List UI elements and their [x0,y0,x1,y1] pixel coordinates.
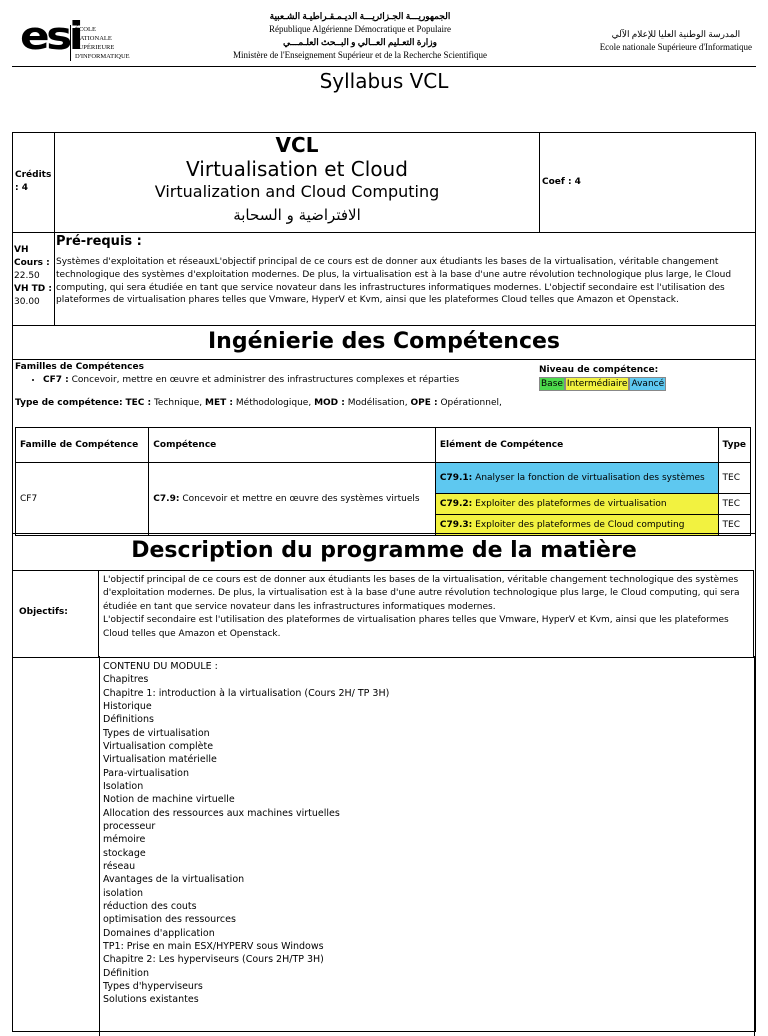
header-competence: Compétence [149,428,436,463]
type-competence [15,397,525,410]
type-cell: TEC [718,515,750,536]
competence-text: Concevoir et mettre en œuvre des systèmes virtuels [182,494,420,504]
vh-cours-value: 22.50 [14,271,40,281]
volume-horaire-cell [13,232,55,325]
contenu-module [99,656,755,1036]
prerequis-title: Pré-requis : [56,234,142,249]
list-item: Para-virtualisation [103,767,190,779]
list-item: TP1: Prise en main ESX/HYPERV sous Windows [103,940,324,952]
competence-table [15,427,751,536]
niveau-block [539,365,666,391]
list-item: Types de virtualisation [103,727,210,739]
header-divider [12,66,756,67]
list-item: Chapitre 1: introduction à la virtualisation (Cours 2H/ TP 3H) [103,687,390,699]
element-code: C79.2: [439,499,473,509]
ministry-arabic: وزارة التعـليم العــالي و البــحث العلـمـــي [282,37,437,47]
famille-cell: CF7 [16,463,149,536]
list-item: Avantages de la virtualisation [103,874,245,886]
ministry-french: Ministère de l'Enseignement Supérieur et de la Recherche Scientifique [232,50,488,60]
type-cell: TEC [718,494,750,515]
list-item: Chapitre 2: Les hyperviseurs (Cours 2H/TP 3H) [103,954,324,966]
logo-line: ÉCOLE NATIONALE [75,26,112,42]
course-code: VCL [275,133,319,157]
type-code: TEC : [125,398,152,408]
objectifs-row [13,570,754,658]
logo-line: D'INFORMATIQUE [75,53,130,60]
element-code: C79.1: [439,473,473,483]
objectifs-paragraph: L'objectif secondaire est l'utilisation des plateformes de virtualisation phares telles que Vmware, HyperV et Kvm, ainsi que les plateformes Cloud telles que Amazon et Openstack. [103,615,729,639]
logo-line: SUPÉRIEURE [75,44,115,51]
list-item: Domaines d'application [103,927,215,939]
prerequis-text: Systèmes d'exploitation et réseauxL'objectif principal de ce cours est de donner aux étudiants les bases de la virtualisation, véritable changement technologique des systèmes d'exploitation modernes. De plus, la virtualisation est à la base d'une autre révolution technologique plus large, le Cloud computing, qui sera étudiée en tant que service novateur dans les infrastructures informatiques modernes. L'objectif secondaire est l'utilisation des plateformes de virtualisation phares telles que Vmware, HyperV et Kvm, ainsi que les plateformes Cloud telles que Amazon et Openstack. [56,257,732,306]
element-text: Exploiter des plateformes de virtualisation [475,499,667,509]
list-item: processeur [103,820,156,832]
school-arabic: المدرسة الوطنية العليا للإعلام الآلي [611,29,741,39]
niveau-avance: Avancé [631,379,665,389]
course-title-fr: Virtualisation et Cloud [186,157,408,181]
objectifs-label: Objectifs: [13,571,99,657]
niveau-base: Base [541,379,563,389]
description-heading: Description du programme de la matière [13,533,755,568]
list-item: Chapitres [103,674,149,686]
famille-code: CF7 : [43,375,69,385]
header-type: Type [718,428,750,463]
list-item: réduction des couts [103,900,197,912]
list-item: optimisation des ressources [103,914,236,926]
type-code: OPE : [410,398,438,408]
competence-table-header [16,428,751,463]
list-item: Virtualisation complète [103,740,214,752]
element-text: Exploiter des plateformes de Cloud computing [475,520,685,530]
header-element: Elément de Compétence [435,428,718,463]
list-item: Solutions existantes [103,994,199,1006]
vh-td-value: 30.00 [14,297,40,307]
logo-caption [70,25,130,61]
element-code: C79.3: [439,520,473,530]
document-header [0,0,768,66]
list-item: stockage [103,847,146,859]
vh-td-line [14,283,54,309]
element-cell [435,463,718,494]
objectifs-paragraph: L'objectif principal de ce cours est de donner aux étudiants les bases de la virtualisation, véritable changement technologique des systèmes d'exploitation modernes. De plus, la virtualisation est à la base d'une autre révolution technologique plus large, le Cloud computing, qui sera étudiée en tant que service novateur dans les infrastructures informatiques modernes. [103,575,740,612]
school-french: Ecole nationale Supérieure d'Informatique [599,42,752,52]
logo-wordmark: esi [20,14,81,58]
list-item: CONTENU DU MODULE : [103,661,218,672]
type-code: MET : [205,398,234,408]
familles-label: Familles de Compétences [15,362,144,372]
niveau-label: Niveau de compétence: [539,365,659,375]
page-title: Syllabus VCL [319,69,449,93]
type-text: Opérationnel, [440,398,502,408]
course-header [13,133,755,233]
competence-code: C7.9: [153,494,180,504]
element-text: Analyser la fonction de virtualisation des systèmes [475,473,705,483]
course-title-en: Virtualization and Cloud Computing [154,182,440,201]
type-code: MOD : [314,398,345,408]
type-text: Méthodologique, [235,398,312,408]
famille-item [43,374,535,387]
famille-text: Concevoir, mettre en œuvre et administrer des infrastructures complexes et réparties [71,375,460,385]
credits-cell: Crédits : 4 [13,133,55,232]
list-item: mémoire [103,834,146,846]
list-item: Historique [103,700,152,712]
contenu-list [103,660,389,1007]
list-item: réseau [103,860,136,872]
syllabus-box [12,132,756,1032]
list-item: Définition [103,967,150,979]
course-title-ar: الافتراضية و السحابة [233,206,361,224]
familles-list [15,374,535,387]
type-text: Technique, [153,398,203,408]
niveau-legend [539,377,666,391]
list-item: Notion de machine virtuelle [103,794,235,806]
type-text: Modélisation, [347,398,408,408]
vh-td-label: VH TD : [14,284,52,294]
coef-cell: Coef : 4 [539,133,755,232]
esi-logo [20,16,130,58]
type-cell: TEC [718,463,750,494]
school-block [600,28,752,54]
list-item: Types d'hyperviseurs [103,980,203,992]
republic-french: République Algérienne Démocratique et Populaire [269,24,451,34]
list-item: Isolation [103,780,144,792]
ingenierie-heading: Ingénierie des Compétences [13,325,755,360]
type-competence-label: Type de compétence: [15,398,123,408]
list-item: Virtualisation matérielle [103,754,217,766]
table-row [16,463,751,494]
header-famille: Famille de Compétence [16,428,149,463]
niveau-intermediaire: Intermédiaire [566,379,628,389]
objectifs-text [103,574,749,641]
vh-cours-label: VH Cours : [14,245,50,268]
list-item: Allocation des ressources aux machines virtuelles [103,807,340,819]
republic-arabic: الجمهوريـــة الجـزائريـــة الديـمـقـراطيـة الشـعبية [269,11,451,21]
element-cell [435,494,718,515]
familles-block [15,361,535,387]
list-item: isolation [103,887,144,899]
prerequis-section [13,232,755,326]
course-title-block [55,133,539,227]
ministry-block [200,10,520,62]
list-item: Définitions [103,714,154,726]
competence-cell [149,463,436,536]
